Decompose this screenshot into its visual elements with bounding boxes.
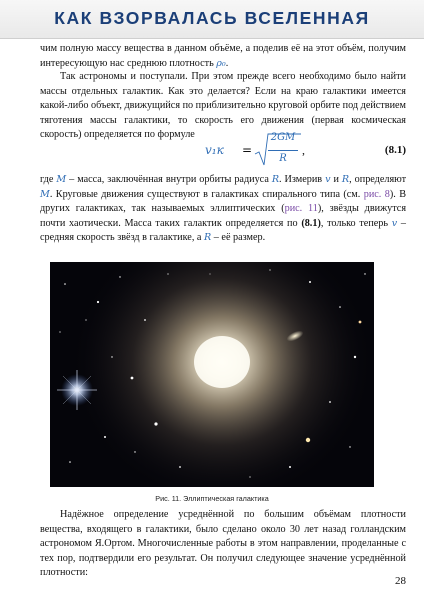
equation-reference: (8.1) [301,217,321,229]
formula-trailing-comma: , [302,143,305,157]
running-header [0,0,424,39]
math-v: v [325,174,331,185]
math-v: v [391,217,398,229]
formula-denominator: R [279,153,287,164]
text-segment: – масса, заключённая внутри орбиты радиуса [69,174,269,185]
math-R: R [341,174,350,185]
formula-numerator: 2GM [270,132,296,143]
elliptical-galaxy-image [50,262,374,487]
formula-equals: = [242,143,253,157]
text-segment: , определяют [349,174,407,185]
math-R: R [204,232,212,244]
density-symbol: ρ₀ [216,57,226,69]
paragraph-continuation [40,42,406,71]
text-segment: – средняя скорость звёзд в галактике, а [40,217,406,244]
figure-link-11[interactable]: рис. 11 [284,203,318,215]
page-number: 28 [395,575,406,587]
text-segment: ), звёзды движутся почти хаотически. Масса таких галактик определяется по [40,203,407,229]
figure-caption: Рис. 11. Эллиптическая галактика [155,494,269,503]
math-R: R [271,174,280,185]
formula-8-1 [40,131,406,171]
paragraph-1-end: . [225,57,229,69]
formula-lhs: v₁к [205,143,224,157]
book-title: КАК ВЗОРВАЛАСЬ ВСЕЛЕННАЯ [54,8,370,28]
figure-link-8[interactable]: рис. 8 [363,188,390,200]
text-segment: . Круговые движения существуют в галактиках спирального типа (см. [49,188,361,200]
paragraph-1-text: чим полную массу вещества в данном объёме, а поделив её на этот объём, получим интересующую нас среднюю плотность [40,43,406,69]
fraction-bar [268,150,298,151]
paragraph-3 [40,173,406,246]
math-M: M [56,174,67,185]
text-segment: и [333,174,339,185]
text-segment: ). В других галактиках, так называемых эллиптических ( [40,188,407,215]
text-segment: . Измерив [279,174,323,185]
text-segment: где [40,174,54,185]
paragraph-4 [40,508,406,581]
equation-number: (8.1) [384,144,406,156]
paragraph-2-text: Так астрономы и поступали. При этом прежде всего необходимо было найти массы отдельных галактик. Как это делается? Если на краю галактики имеется какой-либо объект, движущийся по приблизительно круговой орбите под действием тяготения массы галактики, то скорость его движения (первая космическая скорость) определяется по формуле [40,71,406,141]
math-M: M [40,188,50,200]
text-segment: – её размер. [213,232,266,244]
text-segment: , только теперь [320,217,389,229]
paragraph-4-text: Надёжное определение усреднённой по большим объёмам плотности вещества, входящего в галактики, было сделано около 30 лет назад голландским астрономом Я.Ортом. Многочисленные работы в этом направлении, проделанные с тех пор, подтвердили его результат. Он получил следующее значение усреднённой плотности: [40,509,406,579]
